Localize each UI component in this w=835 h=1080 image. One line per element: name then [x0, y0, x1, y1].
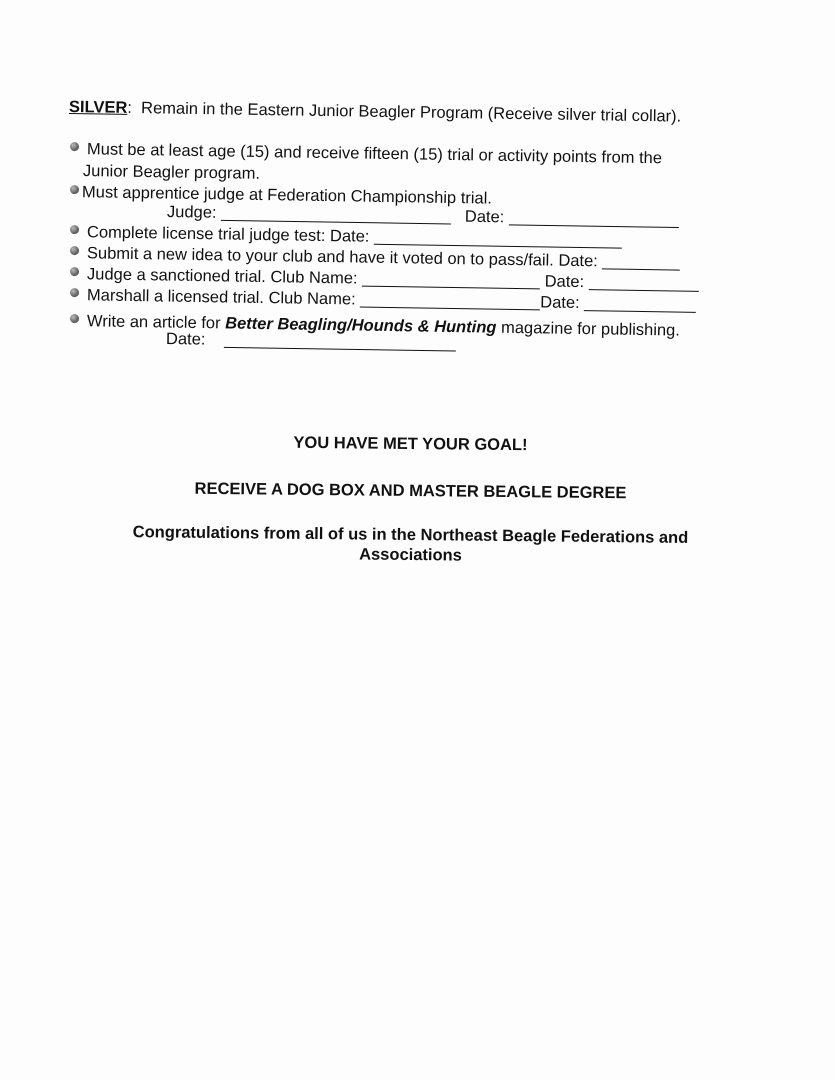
requirement-article-prefix: Write an article for [86, 312, 221, 333]
bullet-icon [70, 267, 79, 276]
bullet-icon [70, 288, 79, 297]
requirement-age-line1: Must be at least age (15) and receive fifteen (15) trial or activity points from the [86, 140, 663, 168]
judge-label: Judge: [166, 203, 217, 222]
new-idea-date-blank[interactable] [602, 254, 680, 270]
requirement-article-suffix: magazine for publishing. [500, 318, 681, 340]
sanctioned-date-label: Date: [544, 272, 585, 292]
bullet-icon [70, 246, 79, 255]
silver-colon: : [127, 98, 133, 117]
requirement-age-continuation [83, 162, 260, 184]
bullet-icon [70, 314, 79, 323]
judge-test-date-blank[interactable] [374, 230, 622, 249]
marshall-date-blank[interactable] [584, 296, 696, 313]
requirement-age-line2: Junior Beagler program. [82, 162, 261, 183]
silver-description: Remain in the Eastern Junior Beagler Program (Receive silver trial collar). [140, 99, 682, 126]
article-date-label: Date: [165, 330, 206, 349]
bullet-icon [70, 225, 79, 234]
sanctioned-date-blank[interactable] [589, 275, 699, 292]
requirement-new-idea-text: Submit a new idea to your club and have it voted on to pass/fail. Date: [86, 244, 598, 271]
apprentice-date-label: Date: [464, 207, 505, 227]
silver-label: SILVER [68, 98, 128, 117]
sanctioned-club-name-blank[interactable] [362, 272, 540, 290]
requirement-judge-sanctioned-text: Judge a sanctioned trial. Club Name: [86, 265, 358, 288]
apprentice-date-blank[interactable] [509, 210, 679, 228]
silver-heading [69, 98, 682, 127]
bullet-icon [70, 142, 79, 151]
article-date-line [166, 330, 456, 354]
magazine-title: Better Beagling/Hounds & Hunting [225, 314, 497, 337]
marshall-club-name-blank[interactable] [360, 293, 540, 311]
congratulations-line-2: Associations [359, 545, 462, 565]
article-date-blank[interactable] [224, 333, 456, 352]
goal-heading: YOU HAVE MET YOUR GOAL! [293, 433, 528, 455]
bullet-icon [70, 185, 79, 194]
requirement-marshall-text: Marshall a licensed trial. Club Name: [86, 286, 356, 309]
judge-name-blank[interactable] [221, 206, 451, 225]
reward-heading: RECEIVE A DOG BOX AND MASTER BEAGLE DEGREE [194, 479, 627, 503]
congratulations-line-1: Congratulations from all of us in the Northeast Beagle Federations and [132, 523, 689, 547]
marshall-date-label: Date: [540, 293, 580, 313]
requirement-judge-test-text: Complete license trial judge test: Date: [86, 223, 370, 246]
requirement-apprentice-text: Must apprentice judge at Federation Championship trial. [81, 183, 493, 208]
